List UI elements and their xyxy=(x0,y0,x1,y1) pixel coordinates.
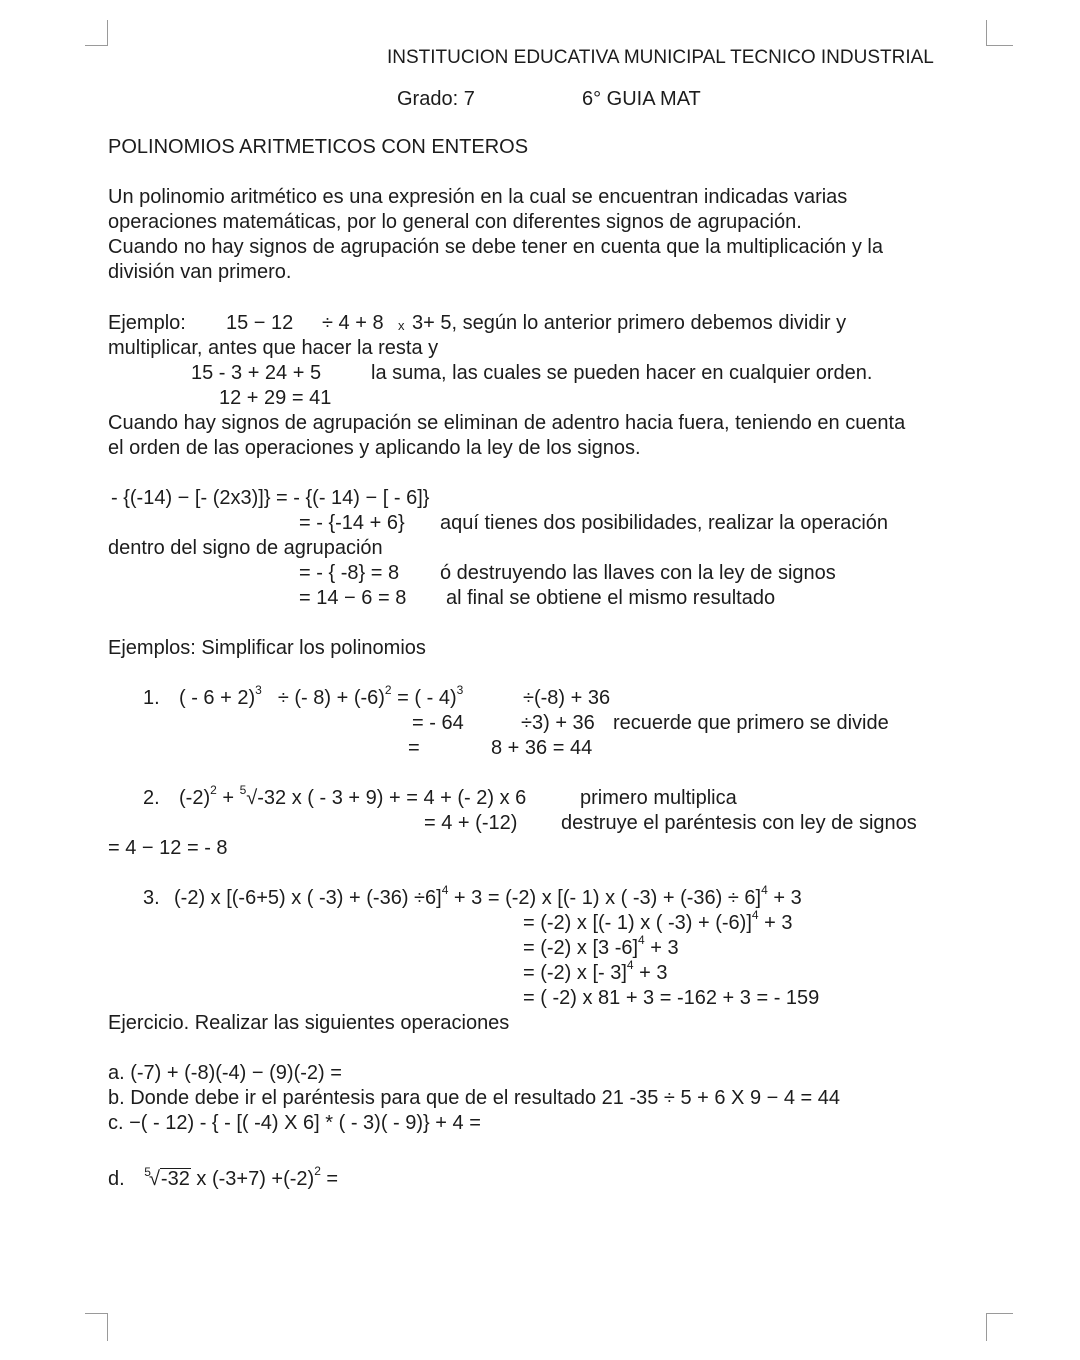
example-times-sign: x xyxy=(398,318,405,333)
expr-part: + 3 xyxy=(767,887,802,909)
expr-part: = (-2) x [- 3] xyxy=(523,962,627,984)
radical-sign-icon: √ xyxy=(148,1168,160,1190)
expr-part: = (-2) x [3 -6] xyxy=(523,937,639,959)
expr-part: = (-2) x [(- 1) x ( -3) + (-6)] xyxy=(523,912,752,934)
grouping-example-line: dentro del signo de agrupación xyxy=(108,537,383,559)
example-3-line-4 xyxy=(523,958,668,985)
expr-part: = xyxy=(320,1168,339,1190)
corner-mark-top-right xyxy=(986,20,1013,46)
expr-part: = ( - 4) xyxy=(391,687,457,709)
example-3-line-1 xyxy=(174,883,802,910)
example-number: 1. xyxy=(143,687,160,709)
example-step: 12 + 29 = 41 xyxy=(219,387,332,409)
grade-label: Grado: 7 xyxy=(397,88,475,110)
example-3-line-3 xyxy=(523,933,679,960)
expr-part: + 3 xyxy=(633,962,668,984)
guide-title: 6° GUIA MAT xyxy=(582,88,701,110)
expr-part: ( - 6 + 2) xyxy=(179,687,256,709)
exponent: 4 xyxy=(638,933,645,948)
example-expr: 3+ 5, según lo anterior primero debemos dividir y xyxy=(412,312,847,334)
exponent: 2 xyxy=(314,1164,321,1179)
example-number: 2. xyxy=(143,787,160,809)
example-number: 3. xyxy=(143,887,160,909)
example-1-line-1 xyxy=(179,683,464,710)
expr-part: x (-3+7) +(-2) xyxy=(190,1168,315,1190)
corner-mark-bottom-left xyxy=(85,1313,108,1341)
grouping-example-note: aquí tienes dos posibilidades, realizar la operación xyxy=(440,512,889,534)
example-3-line-2 xyxy=(523,908,793,935)
exponent: 2 xyxy=(210,783,217,798)
exponent: 2 xyxy=(384,683,392,698)
radicand: -32 xyxy=(160,1168,190,1190)
exercise-item-b: b. Donde debe ir el paréntesis para que de el resultado 21 -35 ÷ 5 + 6 X 9 − 4 = 44 xyxy=(108,1087,841,1109)
grouping-example-line: = 14 − 6 = 8 xyxy=(299,587,407,609)
expr-part: √-32 x ( - 3 + 9) + = 4 + (- 2) x 6 xyxy=(246,787,527,809)
example-1-line-1-end: ÷(-8) + 36 xyxy=(523,687,611,709)
example-2-note: destruye el paréntesis con ley de signos xyxy=(561,812,917,834)
section-title: POLINOMIOS ARITMETICOS CON ENTEROS xyxy=(108,136,529,158)
corner-mark-top-left xyxy=(85,20,108,46)
expr-part: ÷ (- 8) + (-6) xyxy=(277,687,385,709)
intro-line: operaciones matemáticas, por lo general con diferentes signos de agrupación. xyxy=(108,211,802,233)
example-2-line-1 xyxy=(179,783,527,810)
exercise-label: d. xyxy=(108,1168,125,1190)
example-expr: ÷ 4 + 8 xyxy=(322,312,384,334)
grouping-line: Cuando hay signos de agrupación se eliminan de adentro hacia fuera, teniendo en cuenta xyxy=(108,412,906,434)
example-1-line-3: = xyxy=(408,737,420,759)
exponent: 3 xyxy=(456,683,464,698)
grouping-example-line: - {(-14) − [- (2x3)]} = - {(- 14) − [ - 6]} xyxy=(111,487,430,509)
intro-line: Cuando no hay signos de agrupación se debe tener en cuenta que la multiplicación y la xyxy=(108,236,883,258)
example-2-line-3: = 4 − 12 = - 8 xyxy=(108,837,228,859)
exercise-item-c: c. −( - 12) - { - [( -4) X 6] * ( - 3)( - 9)} + 4 = xyxy=(108,1112,481,1134)
example-2-note: primero multiplica xyxy=(580,787,737,809)
grouping-example-note: al final se obtiene el mismo resultado xyxy=(446,587,776,609)
grouping-example-line: = - { -8} = 8 xyxy=(299,562,400,584)
exponent: 3 xyxy=(255,683,262,698)
expr-part: + 3 = (-2) x [(- 1) x ( -3) + (-36) ÷ 6] xyxy=(448,887,762,909)
expr-part: (-2) x [(-6+5) x ( -3) + (-36) ÷6] xyxy=(174,887,442,909)
example-3-line-5: = ( -2) x 81 + 3 = -162 + 3 = - 159 xyxy=(523,987,820,1009)
corner-mark-bottom-right xyxy=(986,1313,1013,1341)
example-step-note: la suma, las cuales se pueden hacer en cualquier orden. xyxy=(371,362,873,384)
grouping-example-note: ó destruyendo las llaves con la ley de signos xyxy=(440,562,836,584)
exercise-item-a: a. (-7) + (-8)(-4) − (9)(-2) = xyxy=(108,1062,342,1084)
root-index: 5 xyxy=(239,783,247,798)
exponent: 4 xyxy=(761,883,768,898)
example-1-note: recuerde que primero se divide xyxy=(613,712,889,734)
exponent: 4 xyxy=(441,883,449,898)
intro-line: Un polinomio aritmético es una expresión en la cual se encuentran indicadas varias xyxy=(108,186,848,208)
exponent: 4 xyxy=(751,908,759,923)
examples-title: Ejemplos: Simplificar los polinomios xyxy=(108,637,426,659)
example-2-line-2: = 4 + (-12) xyxy=(424,812,518,834)
example-1-line-2: ÷3) + 36 xyxy=(521,712,595,734)
example-1-line-3: 8 + 36 = 44 xyxy=(491,737,593,759)
example-step: 15 - 3 + 24 + 5 xyxy=(191,362,322,384)
intro-line: división van primero. xyxy=(108,261,292,283)
exercise-item-d xyxy=(108,1164,339,1193)
expr-part: + xyxy=(216,787,240,809)
grouping-example-line: = - {-14 + 6} xyxy=(299,512,405,534)
exponent: 4 xyxy=(626,958,634,973)
exercise-title: Ejercicio. Realizar las siguientes operaciones xyxy=(108,1012,510,1034)
institution-name: INSTITUCION EDUCATIVA MUNICIPAL TECNICO INDUSTRIAL xyxy=(387,47,934,68)
root-index: 5 xyxy=(144,1165,151,1179)
grouping-line: el orden de las operaciones y aplicando la ley de los signos. xyxy=(108,437,641,459)
expr-part: (-2) xyxy=(179,787,211,809)
example-expr: 15 − 12 xyxy=(226,312,294,334)
example-line: multiplicar, antes que hacer la resta y xyxy=(108,337,439,359)
expr-part: + 3 xyxy=(644,937,679,959)
example-1-line-2: = - 64 xyxy=(412,712,464,734)
example-label: Ejemplo: xyxy=(108,312,186,334)
expr-part: + 3 xyxy=(758,912,793,934)
